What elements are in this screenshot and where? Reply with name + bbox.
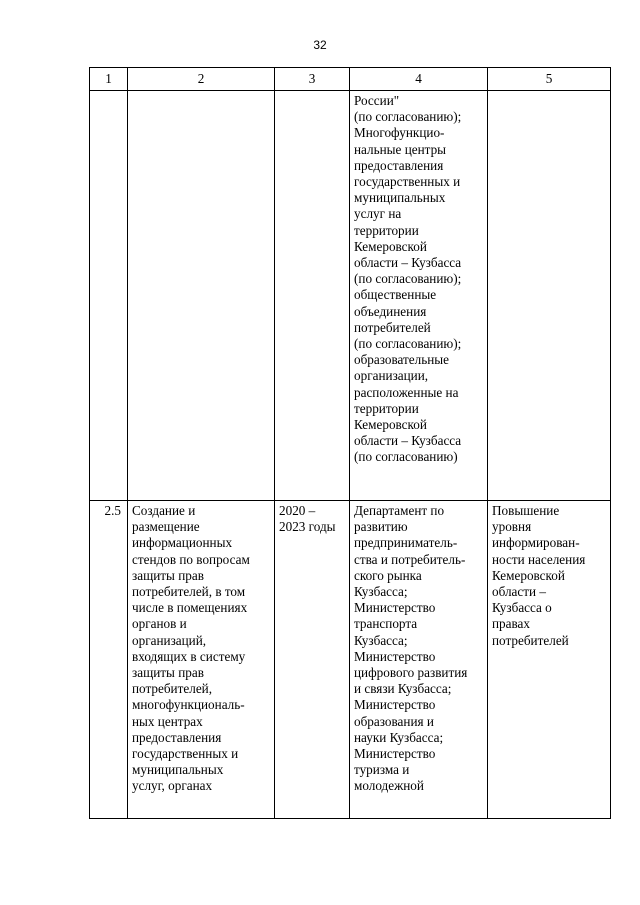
cell-text-line: транспорта bbox=[354, 616, 418, 632]
cell-text-line: услуг на bbox=[354, 206, 402, 222]
cell-text-line: услуг, органах bbox=[132, 778, 213, 794]
cell-text-line: информационных bbox=[132, 535, 233, 551]
cell-text-line: Кемеровской bbox=[492, 567, 565, 583]
cell-text-line: потребителей, bbox=[132, 681, 213, 697]
cell-text-line: ности населения bbox=[492, 551, 586, 567]
header-col-2: 2 bbox=[128, 68, 275, 91]
table-row bbox=[90, 91, 611, 501]
cell-text-line: органов и bbox=[132, 616, 187, 632]
cell-text-line: нальные центры bbox=[354, 141, 447, 157]
cell-text-line: многофункциональ- bbox=[132, 697, 245, 713]
cell-text-line: общественные bbox=[354, 287, 437, 303]
header-col-1: 1 bbox=[90, 68, 128, 91]
header-col-3: 3 bbox=[275, 68, 350, 91]
executors-cell bbox=[350, 501, 488, 819]
cell-text-line: Кузбасса; bbox=[354, 584, 408, 600]
table-header-row bbox=[90, 68, 611, 91]
cell-text-line: России" bbox=[354, 93, 400, 108]
cell-text-line: потребителей bbox=[354, 319, 431, 335]
table-row bbox=[90, 501, 611, 819]
cell-text-line: защиты прав bbox=[132, 567, 204, 583]
cell-text-line: молодежной bbox=[354, 778, 424, 794]
cell-text-line: Министерство bbox=[354, 648, 436, 664]
cell-text-line: Многофункцио- bbox=[354, 125, 445, 141]
cell-text-line: предоставления bbox=[132, 729, 222, 745]
header-col-5: 5 bbox=[488, 68, 611, 91]
header-col-4: 4 bbox=[350, 68, 488, 91]
cell-text-line: (по согласованию); bbox=[354, 109, 462, 125]
cell-text-line: Департамент по bbox=[354, 503, 445, 518]
period-cell bbox=[275, 91, 350, 501]
cell-text-line: организации, bbox=[354, 368, 429, 384]
cell-text-line: информирован- bbox=[492, 535, 580, 551]
cell-text-line: Кузбасса о bbox=[492, 600, 552, 616]
executors-cell bbox=[350, 91, 488, 501]
cell-text-line: защиты прав bbox=[132, 665, 204, 681]
cell-text-line: науки Кузбасса; bbox=[354, 729, 444, 745]
cell-text-line: уровня bbox=[492, 519, 532, 535]
cell-text-line: (по согласованию); bbox=[354, 271, 462, 287]
cell-text-line: входящих в систему bbox=[132, 648, 246, 664]
cell-text-line: предоставления bbox=[354, 157, 444, 173]
cell-text-line: области – bbox=[492, 584, 546, 600]
measure-name-cell bbox=[128, 501, 275, 819]
cell-text-line: потребителей, в том bbox=[132, 584, 246, 600]
cell-text-line: предприниматель- bbox=[354, 535, 458, 551]
cell-text-line: туризма и bbox=[354, 762, 410, 778]
cell-text-line: цифрового развития bbox=[354, 665, 468, 681]
result-cell bbox=[488, 91, 611, 501]
cell-text-line: организаций, bbox=[132, 632, 207, 648]
cell-text-line: Министерство bbox=[354, 600, 436, 616]
page-number: 32 bbox=[313, 38, 327, 52]
cell-text-line: числе в помещениях bbox=[132, 600, 248, 616]
cell-text-line: стендов по вопросам bbox=[132, 551, 250, 567]
cell-text-line: Кемеровской bbox=[354, 238, 427, 254]
measure-name-cell bbox=[128, 91, 275, 501]
cell-text-line: муниципальных bbox=[132, 762, 224, 778]
cell-text-line: образования и bbox=[354, 713, 434, 729]
period-cell bbox=[275, 501, 350, 819]
cell-text-line: муниципальных bbox=[354, 190, 446, 206]
cell-text-line: и связи Кузбасса; bbox=[354, 681, 452, 697]
cell-text-line: государственных и bbox=[354, 174, 461, 190]
cell-text-line: территории bbox=[354, 222, 419, 238]
cell-text-line: размещение bbox=[132, 519, 200, 535]
cell-text-line: расположенные на bbox=[354, 384, 459, 400]
cell-text-line: государственных и bbox=[132, 746, 239, 762]
cell-text-line: 2023 годы bbox=[279, 519, 336, 535]
cell-text-line: объединения bbox=[354, 303, 427, 319]
cell-text-line: Министерство bbox=[354, 697, 436, 713]
cell-text-line: территории bbox=[354, 400, 419, 416]
cell-text-line: Кузбасса; bbox=[354, 632, 408, 648]
measures-table bbox=[89, 67, 611, 819]
cell-text-line: 2020 – bbox=[279, 503, 316, 518]
cell-text-line: ского рынка bbox=[354, 567, 422, 583]
cell-text-line: Министерство bbox=[354, 746, 436, 762]
cell-text-line: ства и потребитель- bbox=[354, 551, 466, 567]
cell-text-line: ных центрах bbox=[132, 713, 203, 729]
cell-text-line: области – Кузбасса bbox=[354, 255, 462, 271]
cell-text-line: Повышение bbox=[492, 503, 560, 518]
row-number bbox=[90, 91, 128, 501]
cell-text-line: развитию bbox=[354, 519, 408, 535]
row-number: 2.5 bbox=[90, 501, 128, 819]
cell-text-line: Создание и bbox=[132, 503, 196, 518]
cell-text-line: образовательные bbox=[354, 352, 450, 368]
cell-text-line: области – Кузбасса bbox=[354, 433, 462, 449]
cell-text-line: потребителей bbox=[492, 632, 569, 648]
cell-text-line: (по согласованию); bbox=[354, 336, 462, 352]
cell-text-line: Кемеровской bbox=[354, 417, 427, 433]
cell-text-line: правах bbox=[492, 616, 531, 632]
result-cell bbox=[488, 501, 611, 819]
cell-text-line: (по согласованию) bbox=[354, 449, 458, 465]
